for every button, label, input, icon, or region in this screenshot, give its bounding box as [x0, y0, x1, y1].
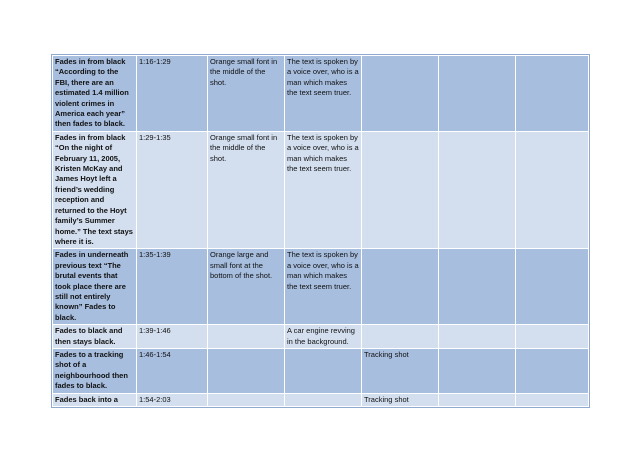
- cell-description: Fades to a tracking shot of a neighbourhood then fades to black.: [53, 348, 137, 393]
- cell-timecode: 1:29-1:35: [137, 131, 208, 248]
- cell-camera: Tracking shot: [362, 348, 439, 393]
- cell-description: Fades back into a: [53, 393, 137, 406]
- cell-empty: [439, 348, 516, 393]
- cell-empty: [439, 393, 516, 406]
- cell-sound: [285, 393, 362, 406]
- cell-empty: [516, 393, 589, 406]
- cell-camera: [362, 249, 439, 325]
- cell-camera: Tracking shot: [362, 393, 439, 406]
- cell-empty: [439, 249, 516, 325]
- cell-empty: [439, 325, 516, 349]
- cell-sound: The text is spoken by a voice over, who is a man which makes the text seem truer.: [285, 249, 362, 325]
- cell-sound: A car engine revving in the background.: [285, 325, 362, 349]
- cell-timecode: 1:46-1:54: [137, 348, 208, 393]
- cell-sound: [285, 348, 362, 393]
- cell-text-style: [208, 348, 285, 393]
- cell-timecode: 1:39-1:46: [137, 325, 208, 349]
- cell-timecode: 1:16-1:29: [137, 56, 208, 132]
- cell-empty: [516, 325, 589, 349]
- cell-empty: [439, 56, 516, 132]
- table-row: [53, 325, 589, 349]
- cell-description: Fades in from black “On the night of February 11, 2005, Kristen McKay and James Hoyt left a friend’s wedding reception and returned to the Hoyt family’s Summer home.” The text stays where it is.: [53, 131, 137, 248]
- cell-empty: [516, 131, 589, 248]
- table-row: [53, 131, 589, 248]
- cell-empty: [439, 131, 516, 248]
- cell-description: Fades to black and then stays black.: [53, 325, 137, 349]
- cell-camera: [362, 56, 439, 132]
- table-row: [53, 393, 589, 406]
- cell-sound: The text is spoken by a voice over, who is a man which makes the text seem truer.: [285, 56, 362, 132]
- cell-empty: [516, 56, 589, 132]
- cell-text-style: [208, 393, 285, 406]
- table-row: [53, 249, 589, 325]
- cell-empty: [516, 249, 589, 325]
- shot-list-table: [52, 55, 589, 407]
- cell-sound: The text is spoken by a voice over, who is a man which makes the text seem truer.: [285, 131, 362, 248]
- cell-text-style: Orange small font in the middle of the shot.: [208, 56, 285, 132]
- table-row: [53, 56, 589, 132]
- cell-text-style: [208, 325, 285, 349]
- cell-camera: [362, 131, 439, 248]
- cell-text-style: Orange small font in the middle of the shot.: [208, 131, 285, 248]
- cell-empty: [516, 348, 589, 393]
- cell-timecode: 1:54-2:03: [137, 393, 208, 406]
- cell-timecode: 1:35-1:39: [137, 249, 208, 325]
- table-row: [53, 348, 589, 393]
- cell-camera: [362, 325, 439, 349]
- cell-text-style: Orange large and small font at the bottom of the shot.: [208, 249, 285, 325]
- cell-description: Fades in from black “According to the FBI, there are an estimated 1.4 million violent crimes in America each year” then fades to black.: [53, 56, 137, 132]
- cell-description: Fades in underneath previous text “The brutal events that took place there are still not entirely known” Fades to black.: [53, 249, 137, 325]
